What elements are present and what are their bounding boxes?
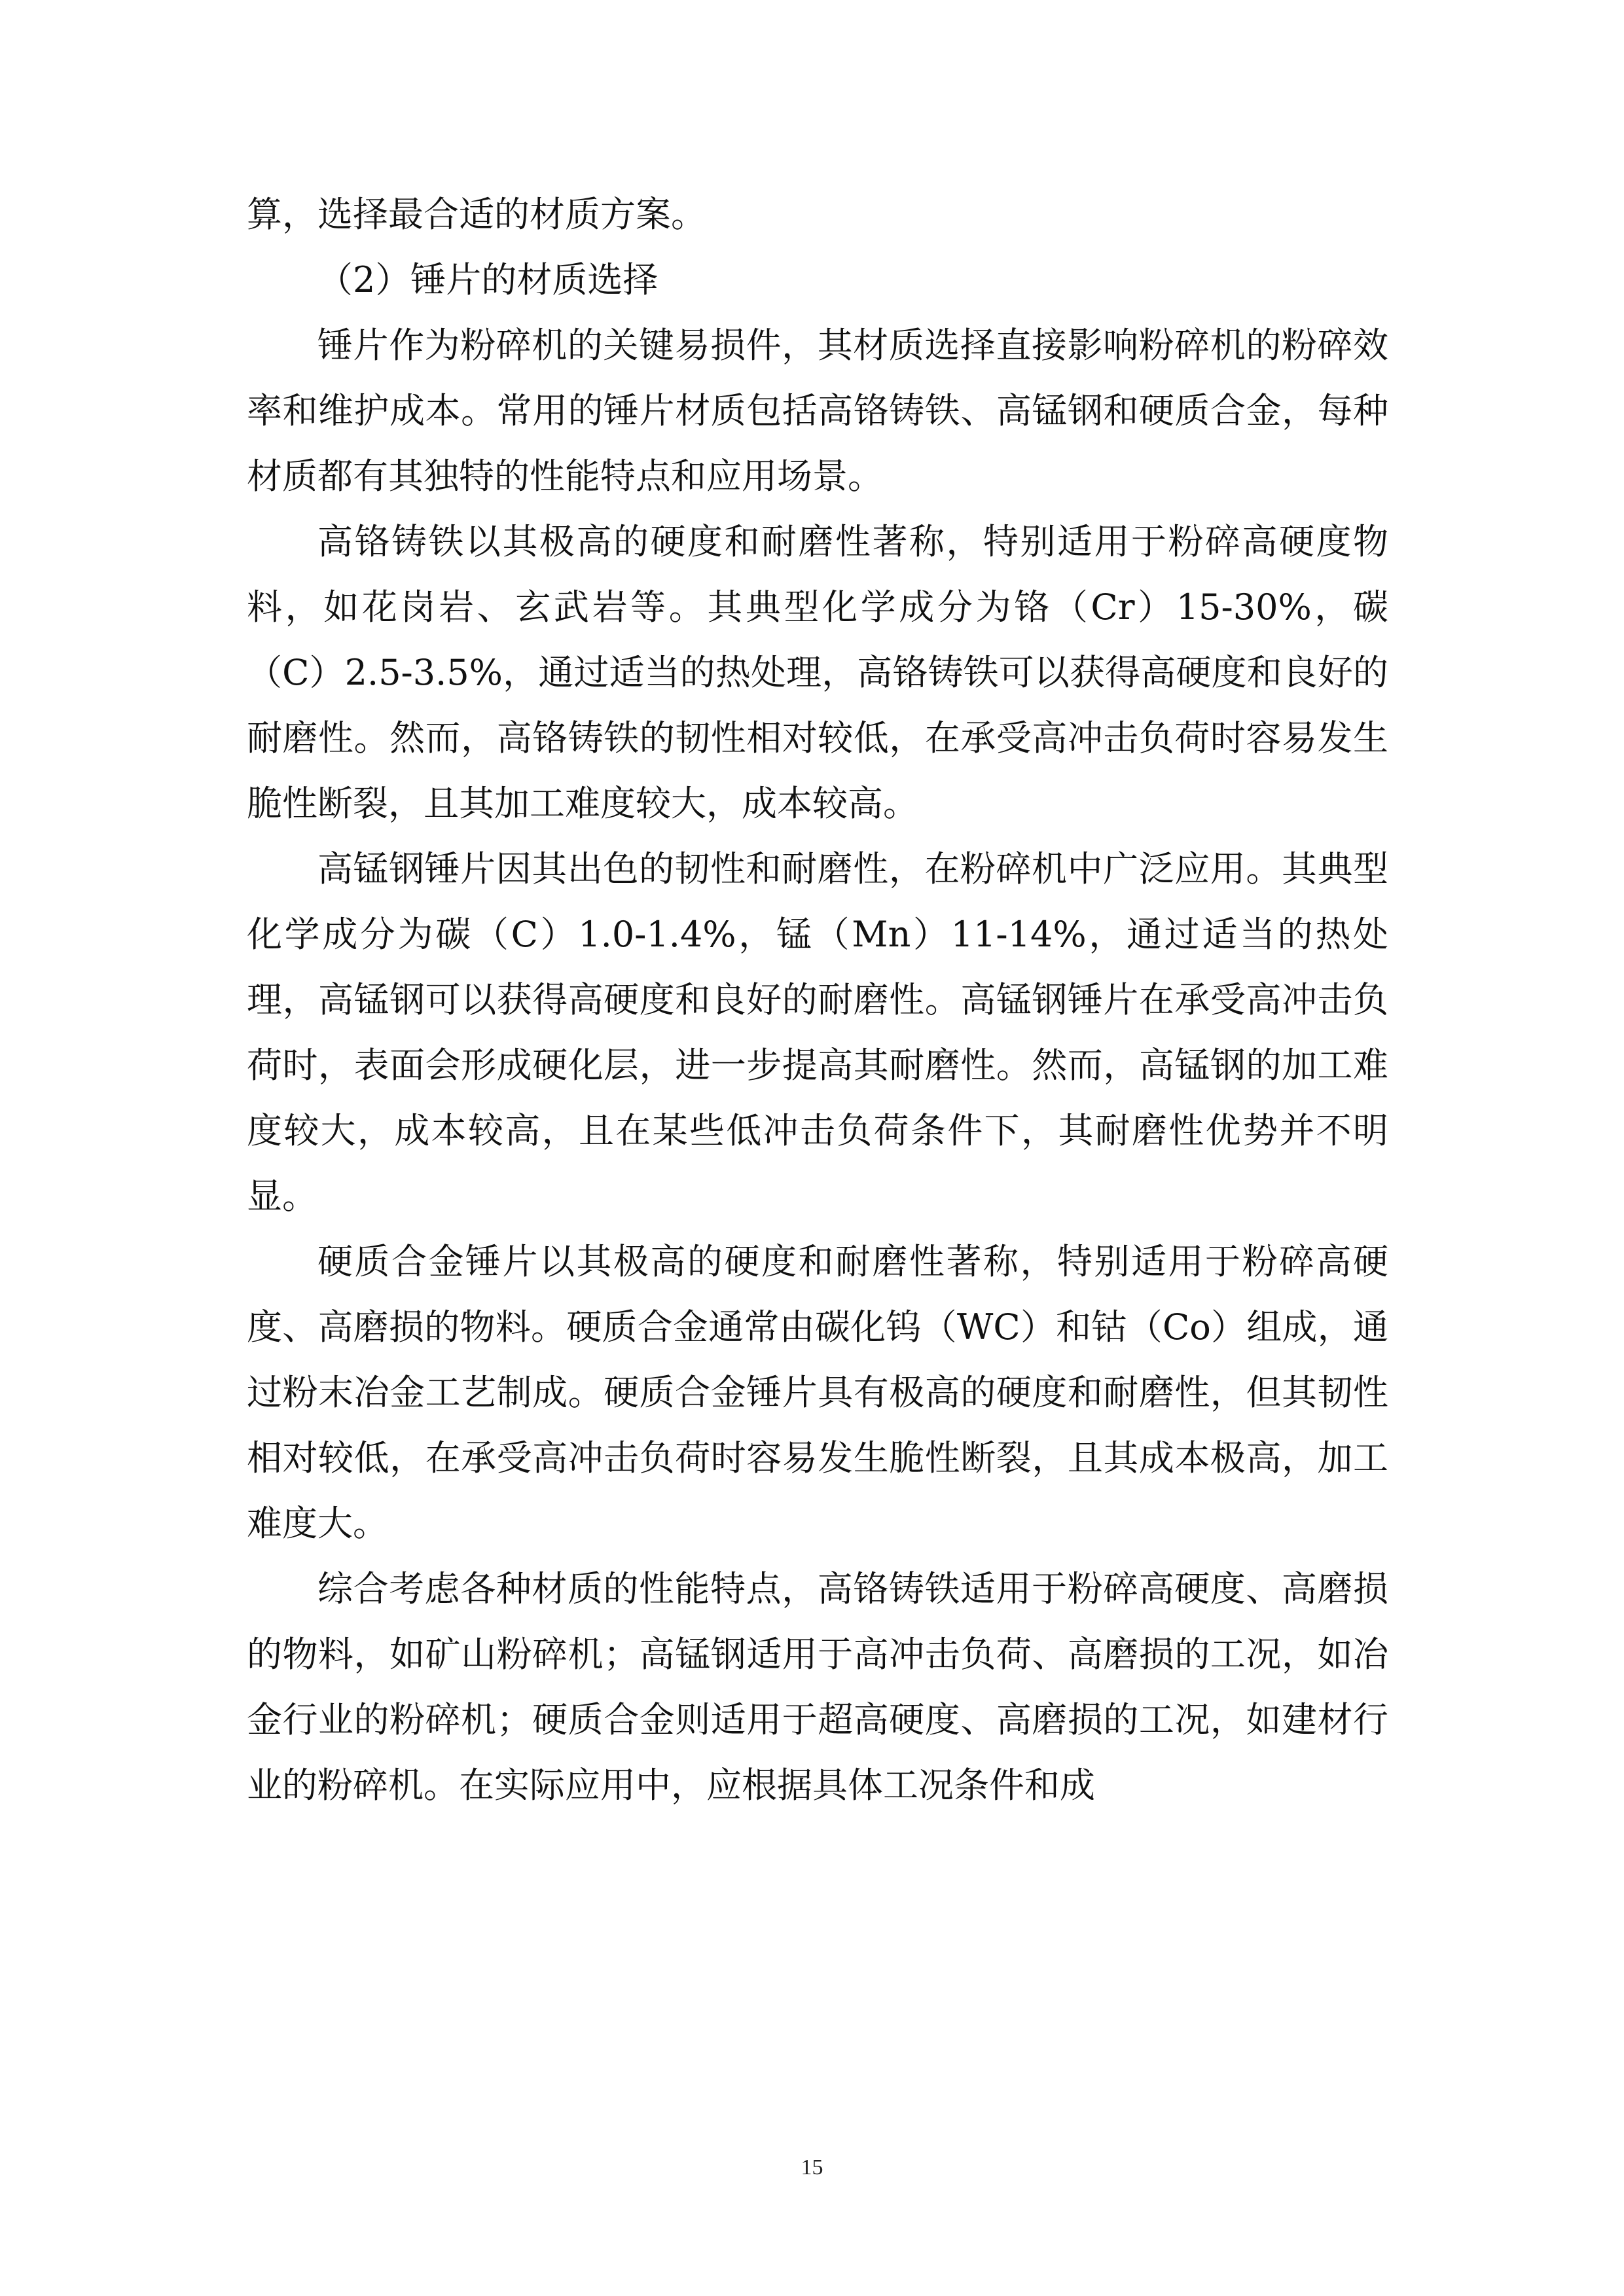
body-text — [247, 182, 1388, 1818]
paragraph-hard-alloy: 硬质合金锤片以其极高的硬度和耐磨性著称，特别适用于粉碎高硬度、高磨损的物料。硬质合金通常由碳化钨（WC）和钴（Co）组成，通过粉末冶金工艺制成。硬质合金锤片具有极高的硬度和耐磨性，但其韧性相对较低，在承受高冲击负荷时容易发生脆性断裂，且其成本极高，加工难度大。 — [247, 1241, 1388, 1544]
paragraph-hammer-overview: 锤片作为粉碎机的关键易损件，其材质选择直接影响粉碎机的粉碎效率和维护成本。常用的锤片材质包括高铬铸铁、高锰钢和硬质合金，每种材质都有其独特的性能特点和应用场景。 — [247, 325, 1388, 497]
section-heading: （2）锤片的材质选择 — [317, 259, 659, 300]
paragraph-high-chromium-iron: 高铬铸铁以其极高的硬度和耐磨性著称，特别适用于粉碎高硬度物料，如花岗岩、玄武岩等。其典型化学成分为铬（Cr）15-30%，碳（C）2.5-3.5%，通过适当的热处理，高铬铸铁可以获得高硬度和良好的耐磨性。然而，高铬铸铁的韧性相对较低，在承受高冲击负荷时容易发生脆性断裂，且其加工难度较大，成本较高。 — [247, 521, 1388, 824]
page-number: 15 — [801, 2155, 823, 2179]
paragraph-continuation: 算，选择最合适的材质方案。 — [247, 194, 706, 235]
paragraph-high-manganese-steel: 高锰钢锤片因其出色的韧性和耐磨性，在粉碎机中广泛应用。其典型化学成分为碳（C）1.0-1.4%，锰（Mn）11-14%，通过适当的热处理，高锰钢可以获得高硬度和良好的耐磨性。高锰钢锤片在承受高冲击负荷时，表面会形成硬化层，进一步提高其耐磨性。然而，高锰钢的加工难度较大，成本较高，且在某些低冲击负荷条件下，其耐磨性优势并不明显。 — [247, 848, 1388, 1217]
paragraph-summary: 综合考虑各种材质的性能特点，高铬铸铁适用于粉碎高硬度、高磨损的物料，如矿山粉碎机；高锰钢适用于高冲击负荷、高磨损的工况，如冶金行业的粉碎机；硬质合金则适用于超高硬度、高磨损的工况，如建材行业的粉碎机。在实际应用中，应根据具体工况条件和成 — [247, 1568, 1388, 1806]
